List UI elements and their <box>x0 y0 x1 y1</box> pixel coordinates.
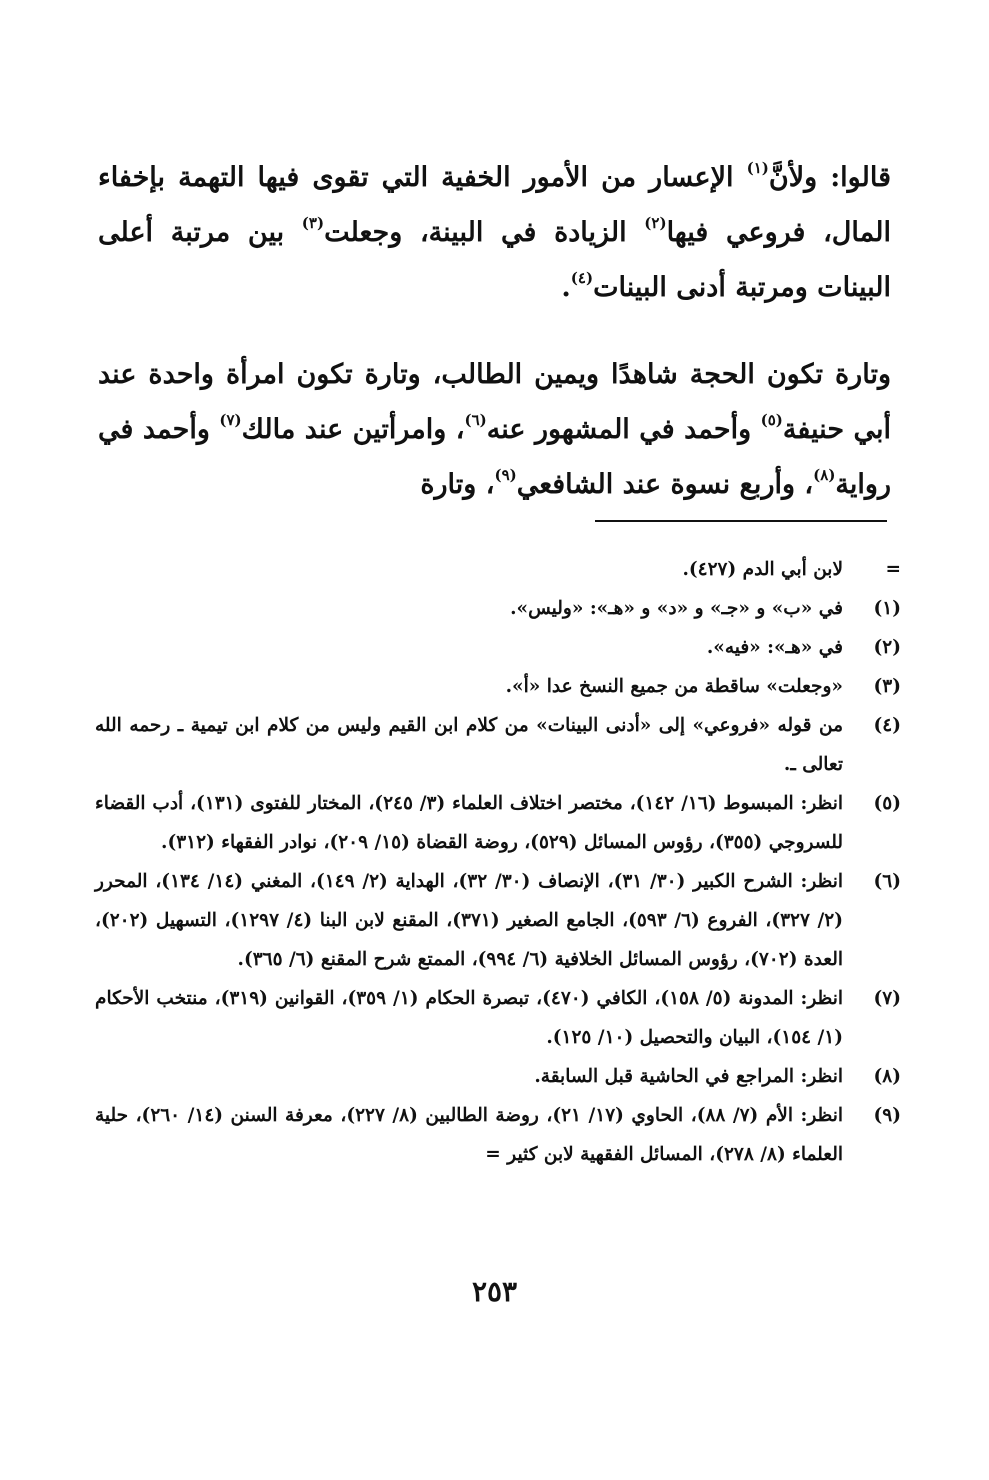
paragraph-text: ، وامرأتين عند مالك <box>241 414 465 445</box>
paragraph-text: قالوا: ولأنَّ <box>768 162 891 193</box>
paragraph-text: بين مرتبة أعلى البينات ومرتبة أدنى البينات <box>98 217 891 303</box>
footnote-number: (٦) <box>873 871 901 892</box>
footnote-text: في «هـ»: «فيه». <box>706 637 843 658</box>
footnote-text: انظر: الشرح الكبير (٣٠/ ٣١)، الإنصاف (٣٠/ ٣٢)، الهداية (٢/ ١٤٩)، المغني (١٤/ ١٣٤)، المحرر (٢/ ٣٢٧)، الفروع (٦/ ٥٩٣)، الجامع الصغير (٣٧١)، المقنع لابن البنا (٤/ ١٢٩٧)، التسهيل (٢٠٢)، العدة (٧٠٢)، رؤوس المسائل الخلافية (٦/ ٩٩٤)، الممتع شرح المقنع (٦/ ٣٦٥). <box>95 871 844 970</box>
footnote-ref: (٩) <box>494 466 517 484</box>
footnote-text: انظر: المراجع في الحاشية قبل السابقة. <box>534 1066 843 1087</box>
footnote-item <box>95 979 901 1057</box>
paragraph-text: وتارة تكون الحجة شاهدًا ويمين الطالب، وتارة تكون امرأة واحدة عند أبي حنيفة <box>98 359 891 445</box>
footnote-number: (٩) <box>873 1105 901 1126</box>
footnote-number: (٥) <box>873 793 901 814</box>
paragraph-text: ، وتارة <box>420 469 495 500</box>
footnote-number: (٨) <box>873 1066 901 1087</box>
footnote-text: لابن أبي الدم (٤٢٧). <box>682 559 843 580</box>
paragraph-text: ، وأربع نسوة عند الشافعي <box>516 469 814 500</box>
footnote-text: انظر: الأم (٧/ ٨٨)، الحاوي (١٧/ ٢١)، روضة الطالبين (٨/ ٢٢٧)، معرفة السنن (١٤/ ٢٦٠)، حلية العلماء (٨/ ٢٧٨)، المسائل الفقهية لابن كثير = <box>95 1105 843 1165</box>
footnote-number: (٧) <box>873 988 901 1009</box>
paragraph-text: وأحمد في رواية <box>98 414 891 500</box>
footnote-item <box>95 589 901 628</box>
footnote-ref: (٦) <box>464 411 487 429</box>
paragraph-text: وأحمد في المشهور عنه <box>486 414 761 445</box>
footnote-number: (٢) <box>873 637 901 658</box>
footnote-ref: (٧) <box>219 411 242 429</box>
footnote-ref: (٣) <box>301 214 325 232</box>
footnote-item <box>95 667 901 706</box>
page-number: ٢٥٣ <box>471 1275 518 1308</box>
footnote-item <box>95 550 901 589</box>
footnote-number: (٤) <box>873 715 901 736</box>
footnote-ref: (٨) <box>813 466 836 484</box>
footnote-text: في «ب» و «جـ» و «د» و «هـ»: «وليس». <box>510 598 843 619</box>
footnote-ref: (٥) <box>760 411 783 429</box>
footnote-item <box>95 784 901 862</box>
footnote-divider <box>595 520 887 522</box>
main-text <box>98 150 891 512</box>
footnotes <box>95 550 901 1174</box>
footnote-item <box>95 706 901 784</box>
footnote-item <box>95 1096 901 1174</box>
footnote-ref: (٤) <box>570 269 594 287</box>
footnote-ref: (٢) <box>644 214 667 232</box>
footnote-item <box>95 628 901 667</box>
footnote-text: انظر: المدونة (٥/ ١٥٨)، الكافي (٤٧٠)، تبصرة الحكام (١/ ٣٥٩)، القوانين (٣١٩)، منتخب الأحكام (١/ ١٥٤)، البيان والتحصيل (١٠/ ١٢٥). <box>95 988 843 1048</box>
footnote-text: من قوله «فروعي» إلى «أدنى البينات» من كلام ابن القيم وليس من كلام ابن تيمية ـ رحمه الله تعالى ـ. <box>95 715 843 775</box>
paragraph-text: الإعسار من الأمور الخفية التي تقوى فيها التهمة بإخفاء المال، فروعي فيها <box>98 162 891 248</box>
main-paragraph <box>98 347 891 512</box>
footnote-item <box>95 1057 901 1096</box>
footnote-number: (١) <box>873 598 901 619</box>
paragraph-text: . <box>561 272 571 303</box>
paragraph-text: الزيادة في البينة، وجعلت <box>324 217 645 248</box>
footnote-text: «وجعلت» ساقطة من جميع النسخ عدا «أ». <box>505 676 843 697</box>
footnote-number: (٣) <box>873 676 901 697</box>
main-paragraph <box>98 150 891 315</box>
footnote-number: = <box>885 559 901 580</box>
footnote-item <box>95 862 901 979</box>
footnote-text: انظر: المبسوط (١٦/ ١٤٢)، مختصر اختلاف العلماء (٣/ ٢٤٥)، المختار للفتوى (١٣١)، أدب القضاء للسروجي (٣٥٥)، رؤوس المسائل (٥٢٩)، روضة القضاة (١٥/ ٢٠٩)، نوادر الفقهاء (٣١٢). <box>95 793 844 853</box>
footnote-ref: (١) <box>746 159 769 177</box>
